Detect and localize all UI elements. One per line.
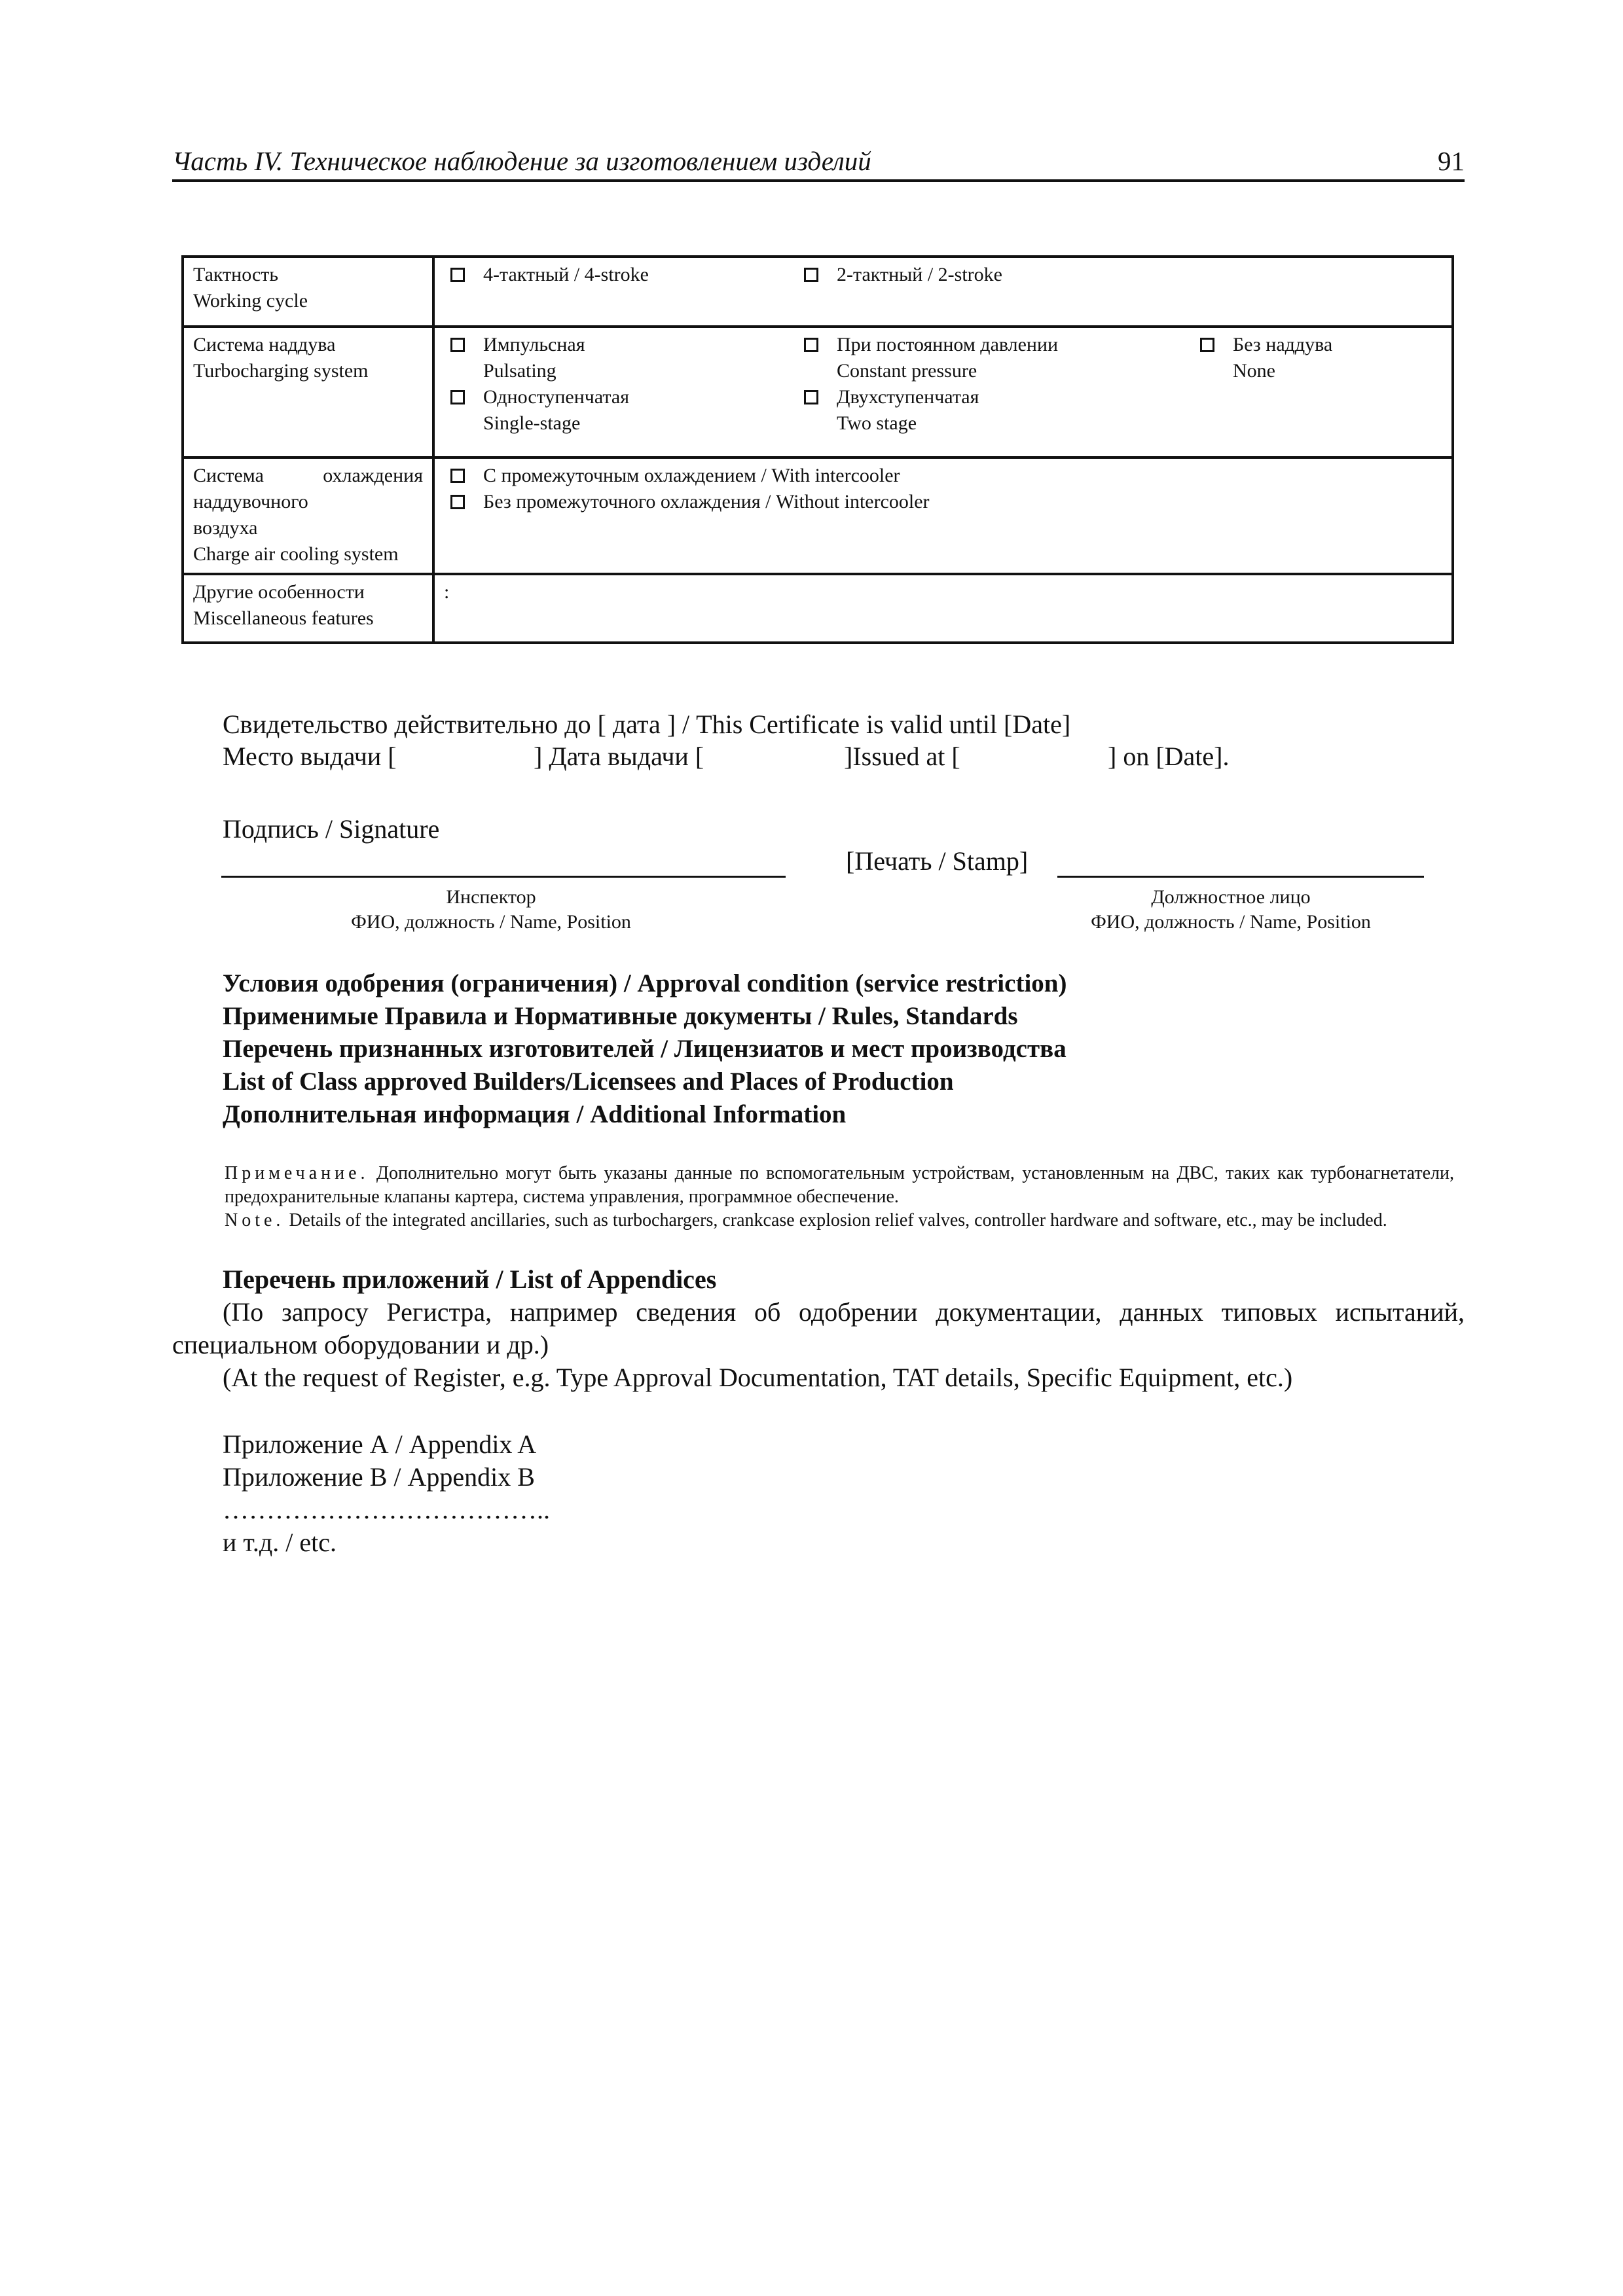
option-single-stage[interactable]: Одноступенчатая Single-stage: [444, 384, 797, 437]
checkbox-icon[interactable]: [804, 338, 818, 352]
validity-line: Свидетельство действительно до [ дата ] / This Certificate is valid until [Date]: [223, 709, 1071, 739]
issued-at-label: ]Issued at [: [844, 742, 960, 771]
label-en: Working cycle: [193, 290, 308, 312]
list-item: и т.д. / etc.: [223, 1528, 337, 1557]
row-options: [433, 457, 1453, 574]
stamp-label: [Печать / Stamp]: [846, 846, 1029, 876]
issue-line: [223, 740, 1336, 773]
misc-features-value[interactable]: :: [433, 574, 1453, 643]
row-options: [433, 257, 1453, 327]
inspector-caption: [262, 885, 720, 935]
section-heading: Дополнительная информация / Additional Information: [223, 1100, 847, 1128]
appendices-text-en: (At the request of Register, e.g. Type Approval Documentation, TAT details, Specific Equipment, etc.): [223, 1363, 1293, 1392]
option-with-intercooler[interactable]: С промежуточным охлаждением / With intercooler: [444, 463, 1442, 489]
checkbox-icon[interactable]: [804, 390, 818, 404]
table-row-charge-air-cooling: [183, 457, 1453, 574]
appendices-list: [223, 1428, 550, 1559]
label-en: Miscellaneous features: [193, 607, 374, 629]
note-en: Note. Details of the integrated ancillaries, such as turbochargers, crankcase explosion relief valves, controller hardware and software, etc., may be included.: [225, 1210, 1387, 1230]
checkbox-icon[interactable]: [450, 469, 465, 483]
inspector-title: Инспектор: [446, 886, 536, 908]
option-pulsating[interactable]: Импульсная Pulsating: [444, 332, 797, 384]
row-label: [183, 257, 433, 327]
checkbox-icon[interactable]: [1200, 338, 1214, 352]
table-row-working-cycle: [183, 257, 1453, 327]
note-ru-label: Примечание.: [225, 1163, 369, 1183]
label-en: Charge air cooling system: [193, 543, 399, 565]
row-label: [183, 574, 433, 643]
label-ru: Другие особенности: [193, 581, 365, 603]
note-ru: Примечание. Дополнительно могут быть указаны данные по вспомогательным устройствам, установленным на ДВС, таких как турбонагнетатели, предохранительные клапаны картера, система управления, программное обеспечение.: [225, 1163, 1455, 1207]
note-block: [181, 1162, 1454, 1232]
label-en: Turbocharging system: [193, 360, 369, 382]
page-number: 91: [1438, 146, 1465, 176]
option-constant-pressure[interactable]: При постоянном давлении Constant pressure: [797, 332, 1194, 384]
validity-block: [223, 708, 1070, 740]
section-heading: List of Class approved Builders/Licensees and Places of Production: [223, 1067, 954, 1096]
date-of-issue-label: ] Дата выдачи [: [534, 742, 704, 771]
section-heading: Применимые Правила и Нормативные документы / Rules, Standards: [223, 1002, 1018, 1030]
official-signature-line[interactable]: [1057, 876, 1424, 878]
running-header: [172, 143, 1465, 182]
option-2-stroke[interactable]: 2-тактный / 2-stroke: [797, 262, 1194, 288]
list-item: Приложение В / Appendix B: [223, 1462, 535, 1492]
label-ru: Тактность: [193, 264, 279, 285]
checkbox-icon[interactable]: [450, 495, 465, 509]
row-label: [183, 457, 433, 574]
section-heading: Перечень признанных изготовителей / Лицензиатов и мест производства: [223, 1035, 1067, 1063]
place-of-issue-label: Место выдачи [: [223, 742, 397, 771]
on-date-label: ] on [Date].: [1108, 742, 1230, 771]
option-4-stroke[interactable]: 4-тактный / 4-stroke: [444, 262, 797, 288]
checkbox-icon[interactable]: [450, 268, 465, 282]
table-row-turbocharging: [183, 327, 1453, 457]
checkbox-icon[interactable]: [804, 268, 818, 282]
list-item: ………………………………..: [223, 1495, 550, 1524]
header-title: Часть IV. Техническое наблюдение за изготовлением изделий: [172, 146, 871, 176]
row-options: [433, 327, 1453, 457]
section-heading: Условия одобрения (ограничения) / Approval condition (service restriction): [223, 969, 1067, 997]
label-ru: Система охлаждения наддувочного: [193, 465, 423, 512]
engine-characteristics-table: [181, 255, 1454, 644]
inspector-subtitle: ФИО, должность / Name, Position: [351, 911, 631, 933]
checkbox-icon[interactable]: [450, 390, 465, 404]
appendices-text-ru: (По запросу Регистра, например сведения об одобрении документации, данных типовых испытаний, специальном оборудовании и др.): [172, 1297, 1465, 1359]
table-row-misc-features: [183, 574, 1453, 643]
appendices-title: Перечень приложений / List of Appendices: [223, 1265, 717, 1294]
checkbox-icon[interactable]: [450, 338, 465, 352]
option-two-stage[interactable]: Двухступенчатая Two stage: [797, 384, 1194, 437]
note-en-label: Note.: [225, 1210, 285, 1230]
section-headings: [223, 967, 1067, 1131]
official-caption: [1002, 885, 1460, 935]
official-title: Должностное лицо: [1151, 886, 1311, 908]
label-ru-cont: воздуха: [193, 517, 258, 539]
row-label: [183, 327, 433, 457]
official-subtitle: ФИО, должность / Name, Position: [1091, 911, 1371, 933]
header-rule: [172, 179, 1465, 182]
appendices-block: [172, 1263, 1465, 1394]
signature-label: Подпись / Signature: [223, 814, 440, 844]
label-ru: Система наддува: [193, 334, 336, 355]
option-without-intercooler[interactable]: Без промежуточного охлаждения / Without intercooler: [444, 489, 1442, 515]
option-none[interactable]: Без наддува None: [1194, 332, 1442, 384]
inspector-signature-line[interactable]: [221, 876, 786, 878]
list-item: Приложение А / Appendix A: [223, 1429, 537, 1459]
